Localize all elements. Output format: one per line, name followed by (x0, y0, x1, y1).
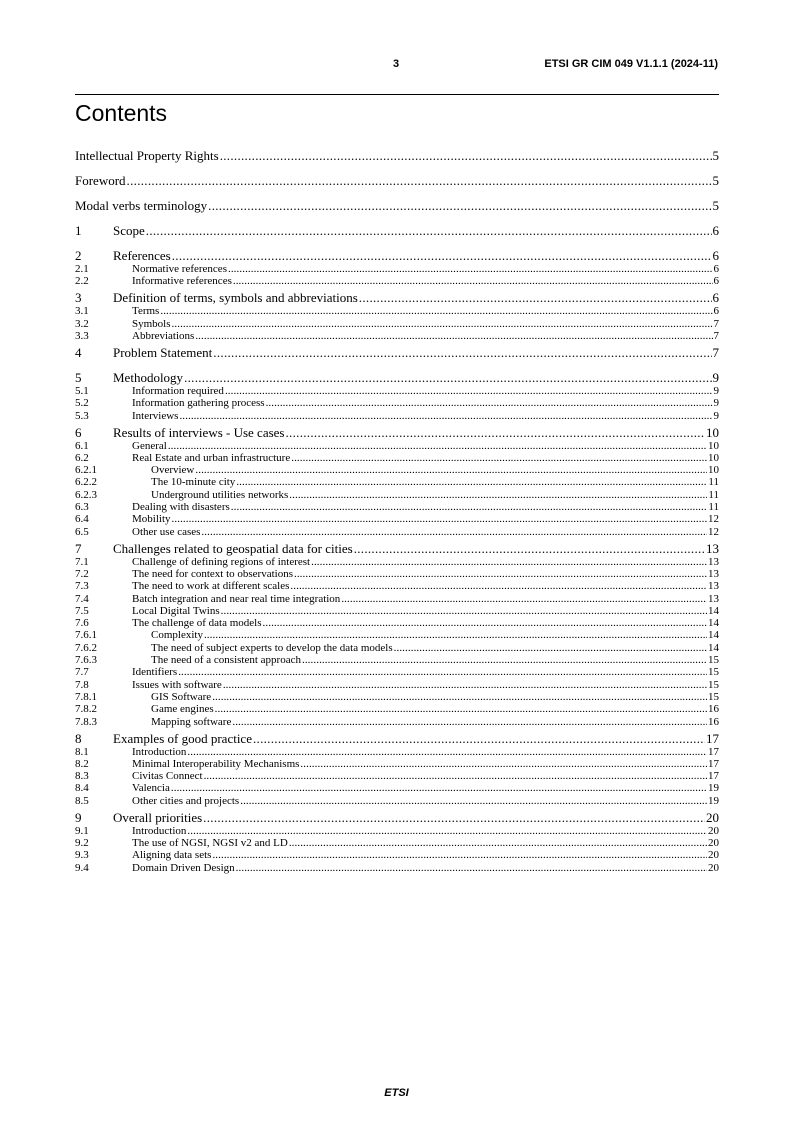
toc-entry-number: 6.2 (75, 451, 89, 464)
toc-entry[interactable] (75, 795, 719, 807)
toc-leader-dots (204, 629, 707, 641)
toc-entry[interactable] (75, 837, 719, 849)
toc-entry[interactable] (75, 440, 719, 452)
toc-entry-label: Overview (151, 464, 195, 477)
toc-entry-number: 7.6.1 (75, 629, 97, 642)
toc-entry[interactable] (75, 691, 719, 703)
toc-entry-label: Other cities and projects (132, 794, 240, 807)
toc-entry[interactable] (75, 666, 719, 678)
toc-entry-label: The challenge of data models (132, 617, 262, 630)
toc-leader-dots (168, 440, 707, 452)
toc-entry[interactable] (75, 318, 719, 330)
toc-entry-page: 20 (708, 824, 719, 837)
toc-entry-label: Underground utilities networks (151, 488, 289, 501)
toc-entry[interactable] (75, 173, 719, 189)
toc-entry-number: 5 (75, 369, 82, 385)
toc-leader-dots (201, 526, 707, 538)
toc-leader-dots (215, 703, 707, 715)
toc-entry-label: References (113, 248, 171, 263)
toc-entry-number: 7.6 (75, 617, 89, 630)
toc-entry-number: 3.2 (75, 317, 89, 330)
toc-entry-number: 7.7 (75, 666, 89, 679)
toc-entry-label: The need to work at different scales (132, 580, 290, 593)
toc-entry[interactable] (75, 629, 719, 641)
toc-entry-label: Game engines (151, 703, 214, 716)
toc-entry[interactable] (75, 679, 719, 691)
toc-entry[interactable] (75, 862, 719, 874)
toc-entry-page: 11 (708, 476, 719, 489)
toc-entry[interactable] (75, 642, 719, 654)
toc-entry-number: 8.5 (75, 794, 89, 807)
toc-leader-dots (195, 330, 712, 342)
toc-entry-label: Information gathering process (132, 397, 265, 410)
toc-entry[interactable] (75, 275, 719, 287)
toc-entry-number: 7.1 (75, 555, 89, 568)
toc-entry-page: 14 (708, 629, 719, 642)
toc-entry-label: Examples of good practice (113, 730, 252, 746)
toc-leader-dots (184, 370, 711, 386)
toc-entry-page: 16 (708, 715, 719, 728)
toc-entry-label: Abbreviations (132, 329, 195, 342)
toc-entry-label: Definition of terms, symbols and abbreviations (113, 290, 358, 306)
toc-entry-number: 6.4 (75, 513, 89, 526)
toc-entry-label: Foreword (75, 173, 126, 188)
toc-entry[interactable] (75, 501, 719, 513)
toc-entry[interactable] (75, 731, 719, 747)
toc-leader-dots (160, 305, 712, 317)
toc-entry-page: 12 (708, 513, 719, 526)
toc-entry-number: 6.3 (75, 501, 89, 513)
toc-entry-page: 5 (712, 148, 719, 163)
toc-entry-page: 6 (713, 263, 719, 275)
toc-leader-dots (240, 795, 707, 807)
toc-entry-label: Scope (113, 223, 145, 238)
toc-entry-label: General (132, 439, 167, 452)
toc-entry[interactable] (75, 223, 719, 239)
toc-entry-label: Information required (132, 384, 224, 397)
toc-leader-dots (223, 679, 707, 691)
toc-entry-number: 2.2 (75, 275, 89, 288)
toc-entry-page: 10 (706, 424, 719, 440)
toc-entry-page: 14 (708, 617, 719, 630)
toc-leader-dots (204, 770, 707, 782)
toc-entry[interactable] (75, 330, 719, 342)
toc-leader-dots (290, 580, 707, 592)
toc-entry-number: 6.5 (75, 525, 89, 538)
toc-leader-dots (291, 452, 707, 464)
toc-entry-number: 6.2.3 (75, 488, 97, 501)
toc-entry-number: 6.2.1 (75, 464, 97, 477)
toc-entry-page: 13 (708, 592, 719, 605)
toc-entry[interactable] (75, 703, 719, 715)
toc-entry[interactable] (75, 305, 719, 317)
toc-entry-page: 12 (708, 525, 719, 538)
toc-entry-page: 10 (708, 439, 719, 452)
toc-entry-number: 7.6.2 (75, 641, 97, 654)
toc-entry-page: 13 (706, 540, 719, 556)
toc-leader-dots (311, 556, 707, 568)
toc-entry-number: 8 (75, 730, 82, 746)
toc-leader-dots (178, 666, 707, 678)
toc-entry-page: 17 (708, 770, 719, 783)
toc-entry-number: 7.8.3 (75, 715, 97, 728)
toc-entry-page: 20 (708, 837, 719, 849)
toc-leader-dots (302, 654, 707, 666)
toc-entry[interactable] (75, 825, 719, 837)
toc-leader-dots (266, 397, 713, 409)
toc-entry-number: 7.8.1 (75, 690, 97, 703)
toc-entry-page: 6 (713, 305, 719, 318)
toc-entry-label: Mapping software (151, 715, 232, 728)
toc-entry-label: Valencia (132, 782, 170, 795)
header-rule (75, 94, 719, 95)
toc-entry-number: 6 (75, 424, 82, 440)
toc-leader-dots (354, 541, 705, 557)
toc-entry-label: Modal verbs terminology (75, 198, 208, 213)
toc-entry[interactable] (75, 654, 719, 666)
toc-leader-dots (195, 464, 707, 476)
toc-entry-page: 6 (712, 223, 719, 238)
toc-entry-page: 13 (708, 567, 719, 580)
toc-entry[interactable] (75, 526, 719, 538)
toc-entry[interactable] (75, 541, 719, 557)
toc-entry-label: The need of subject experts to develop the data models (151, 641, 393, 654)
toc-entry-page: 20 (708, 861, 719, 874)
toc-leader-dots (187, 825, 707, 837)
toc-leader-dots (172, 248, 712, 264)
toc-entry-page: 6 (712, 290, 719, 306)
toc-entry[interactable] (75, 716, 719, 728)
toc-entry-page: 15 (708, 666, 719, 679)
toc-entry[interactable] (75, 782, 719, 794)
toc-entry-page: 5 (712, 173, 719, 188)
toc-entry[interactable] (75, 746, 719, 758)
toc-entry-page: 7 (713, 329, 719, 342)
toc-entry-page: 6 (712, 248, 719, 263)
toc-entry-number: 7.3 (75, 580, 89, 593)
toc-entry-number: 3 (75, 290, 82, 306)
toc-entry-page: 17 (708, 745, 719, 758)
toc-leader-dots (171, 782, 707, 794)
toc-entry-label: The need of a consistent approach (151, 654, 301, 666)
toc-leader-dots (286, 425, 706, 441)
toc-entry-label: Domain Driven Design (132, 861, 235, 874)
toc-entry-number: 8.1 (75, 745, 89, 758)
toc-entry-page: 10 (708, 451, 719, 464)
toc-entry[interactable] (75, 425, 719, 441)
toc-entry-page: 14 (708, 604, 719, 617)
toc-entry[interactable] (75, 758, 719, 770)
toc-leader-dots (294, 568, 707, 580)
toc-entry-label: The use of NGSI, NGSI v2 and LD (132, 837, 288, 849)
toc-entry-number: 1 (75, 223, 82, 238)
toc-entry-label: Intellectual Property Rights (75, 148, 219, 163)
toc-entry-label: Introduction (132, 824, 187, 837)
toc-entry[interactable] (75, 263, 719, 275)
toc-entry-page: 9 (713, 384, 719, 397)
toc-entry-number: 9.2 (75, 837, 89, 849)
toc-entry-label: Problem Statement (113, 344, 213, 360)
toc-entry-label: Normative references (132, 263, 227, 275)
toc-entry-label: Overall priorities (113, 809, 203, 825)
toc-entry-label: Complexity (151, 629, 203, 642)
toc-entry[interactable] (75, 568, 719, 580)
toc-entry-label: Issues with software (132, 678, 222, 691)
toc-entry-page: 13 (708, 555, 719, 568)
toc-entry-page: 20 (708, 849, 719, 862)
toc-entry-page: 11 (708, 501, 719, 513)
toc-entry-label: Challenges related to geospatial data for cities (113, 540, 353, 556)
toc-entry[interactable] (75, 452, 719, 464)
toc-entry[interactable] (75, 370, 719, 386)
toc-entry-label: Other use cases (132, 525, 201, 538)
toc-entry-number: 5.2 (75, 397, 89, 410)
toc-entry-number: 9.4 (75, 861, 89, 874)
toc-entry-label: Real Estate and urban infrastructure (132, 451, 291, 464)
toc-entry[interactable] (75, 513, 719, 525)
page-number: 3 (393, 58, 400, 70)
toc-entry-label: Symbols (132, 317, 171, 330)
toc-entry[interactable] (75, 397, 719, 409)
toc-entry-label: Challenge of defining regions of interest (132, 555, 311, 568)
toc-entry[interactable] (75, 580, 719, 592)
toc-leader-dots (212, 691, 707, 703)
toc-entry-page: 19 (708, 794, 719, 807)
toc-leader-dots (187, 746, 707, 758)
toc-entry-number: 7.4 (75, 592, 89, 605)
toc-leader-dots (221, 605, 707, 617)
toc-entry-page: 5 (712, 198, 719, 213)
toc-entry[interactable] (75, 810, 719, 826)
toc-entry-number: 7 (75, 540, 82, 556)
toc-entry-number: 7.2 (75, 567, 89, 580)
toc-leader-dots (208, 198, 711, 214)
toc-entry[interactable] (75, 593, 719, 605)
toc-entry-page: 11 (708, 488, 719, 501)
toc-entry-label: Terms (132, 305, 160, 318)
toc-entry-page: 7 (712, 344, 719, 360)
footer-etsi: ETSI (384, 1087, 409, 1099)
toc-leader-dots (213, 345, 711, 361)
toc-leader-dots (127, 173, 712, 189)
toc-entry-label: Minimal Interoperability Mechanisms (132, 757, 300, 770)
toc-entry[interactable] (75, 605, 719, 617)
toc-leader-dots (289, 837, 707, 849)
document-reference: ETSI GR CIM 049 V1.1.1 (2024-11) (544, 58, 718, 70)
toc-entry-label: Informative references (132, 275, 232, 288)
toc-entry-number: 7.8.2 (75, 703, 97, 716)
toc-entry-label: Batch integration and near real time integration (132, 592, 341, 605)
toc-entry[interactable] (75, 464, 719, 476)
toc-entry-number: 8.3 (75, 770, 89, 783)
toc-entry-number: 7.5 (75, 604, 89, 617)
toc-entry-page: 6 (713, 275, 719, 288)
toc-entry-page: 16 (708, 703, 719, 716)
toc-entry-number: 5.1 (75, 384, 89, 397)
toc-entry-label: Interviews (132, 409, 179, 422)
toc-entry[interactable] (75, 410, 719, 422)
toc-leader-dots (300, 758, 707, 770)
toc-entry-label: The need for context to observations (132, 567, 293, 580)
toc-entry[interactable] (75, 476, 719, 488)
toc-entry[interactable] (75, 345, 719, 361)
toc-entry-number: 3.1 (75, 305, 89, 318)
toc-entry[interactable] (75, 849, 719, 861)
toc-entry[interactable] (75, 148, 719, 164)
toc-entry-page: 9 (713, 409, 719, 422)
toc-entry[interactable] (75, 556, 719, 568)
toc-entry-page: 14 (708, 641, 719, 654)
toc-leader-dots (172, 318, 713, 330)
toc-entry-page: 15 (708, 690, 719, 703)
toc-leader-dots (289, 489, 707, 501)
toc-entry-label: Aligning data sets (132, 849, 212, 862)
toc-entry[interactable] (75, 385, 719, 397)
toc-entry-label: Identifiers (132, 666, 178, 679)
toc-entry-number: 4 (75, 344, 82, 360)
toc-entry-page: 15 (708, 654, 719, 666)
toc-leader-dots (172, 513, 707, 525)
toc-entry-number: 9 (75, 809, 82, 825)
toc-entry-page: 10 (708, 464, 719, 477)
toc-entry-number: 2.1 (75, 263, 89, 275)
toc-entry-number: 3.3 (75, 329, 89, 342)
toc-entry[interactable] (75, 617, 719, 629)
toc-leader-dots (236, 476, 707, 488)
toc-entry[interactable] (75, 489, 719, 501)
toc-entry-page: 17 (708, 757, 719, 770)
toc-leader-dots (394, 642, 707, 654)
toc-entry-number: 8.2 (75, 757, 89, 770)
toc-entry-page: 13 (708, 580, 719, 593)
toc-leader-dots (220, 148, 712, 164)
toc-entry-number: 6.1 (75, 439, 89, 452)
toc-entry-page: 15 (708, 678, 719, 691)
toc-leader-dots (263, 617, 707, 629)
toc-leader-dots (236, 862, 707, 874)
toc-entry-number: 7.6.3 (75, 654, 97, 666)
toc-leader-dots (146, 223, 712, 239)
toc-entry-number: 7.8 (75, 678, 89, 691)
toc-entry[interactable] (75, 770, 719, 782)
toc-entry-label: Results of interviews - Use cases (113, 424, 285, 440)
toc-leader-dots (225, 385, 713, 397)
toc-entry[interactable] (75, 290, 719, 306)
toc-leader-dots (203, 810, 705, 826)
toc-entry-number: 6.2.2 (75, 476, 97, 489)
toc-entry-page: 17 (706, 730, 719, 746)
toc-leader-dots (231, 501, 708, 513)
toc-leader-dots (232, 716, 707, 728)
toc-entry-label: Mobility (132, 513, 171, 526)
toc-entry[interactable] (75, 198, 719, 214)
toc-leader-dots (228, 263, 713, 275)
toc-entry-page: 20 (706, 809, 719, 825)
toc-entry-label: Dealing with disasters (132, 501, 230, 513)
toc-entry-number: 9.1 (75, 824, 89, 837)
toc-entry-label: GIS Software (151, 690, 212, 703)
toc-leader-dots (359, 290, 712, 306)
toc-entry-label: The 10-minute city (151, 476, 236, 489)
toc-leader-dots (253, 731, 705, 747)
toc-entry-page: 7 (713, 317, 719, 330)
toc-entry-label: Introduction (132, 745, 187, 758)
toc-entry-label: Civitas Connect (132, 770, 203, 783)
toc-leader-dots (233, 275, 713, 287)
toc-entry-number: 9.3 (75, 849, 89, 862)
page-title: Contents (75, 100, 168, 126)
toc-entry[interactable] (75, 248, 719, 264)
toc-entry-label: Methodology (113, 369, 184, 385)
toc-entry-page: 19 (708, 782, 719, 795)
toc-entry-page: 9 (712, 369, 719, 385)
toc-entry-label: Local Digital Twins (132, 604, 220, 617)
toc-entry-number: 8.4 (75, 782, 89, 795)
toc-leader-dots (341, 593, 707, 605)
toc-leader-dots (212, 849, 707, 861)
toc-entry-number: 2 (75, 248, 82, 263)
toc-entry-number: 5.3 (75, 409, 89, 422)
toc-leader-dots (179, 410, 712, 422)
toc-entry-page: 9 (713, 397, 719, 410)
